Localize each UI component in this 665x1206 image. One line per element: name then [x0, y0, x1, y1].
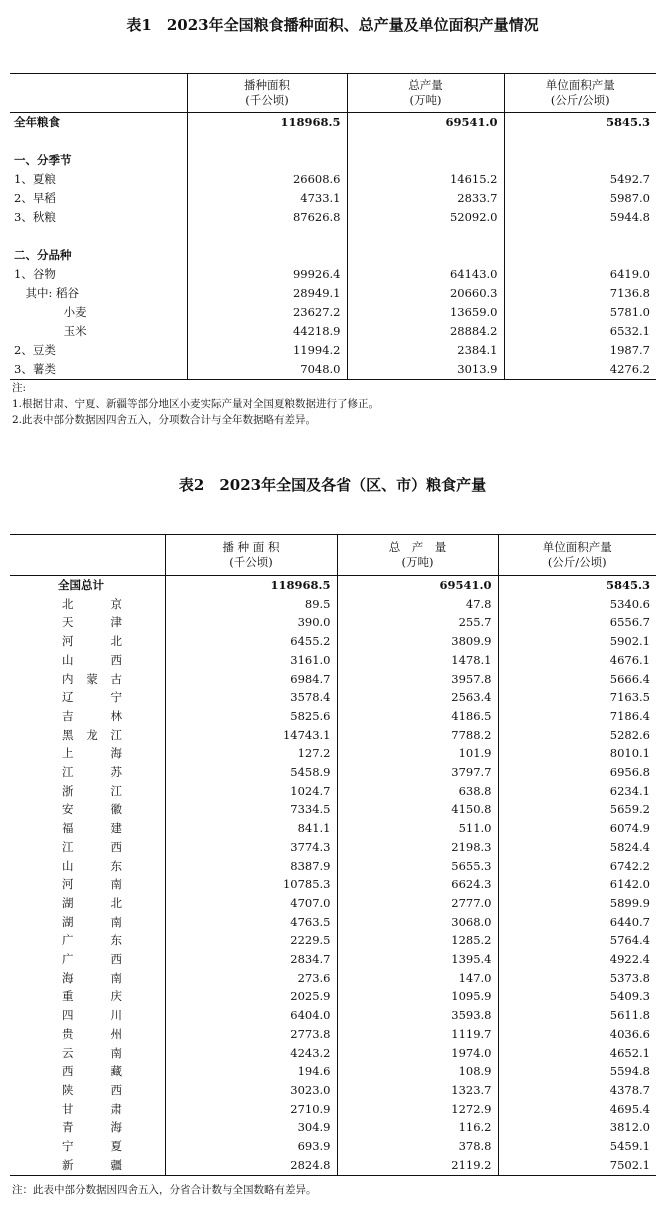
province-name: 西藏 — [62, 1064, 122, 1079]
yield-value: 5845.3 — [498, 576, 656, 595]
area-value: 26608.6 — [187, 170, 347, 189]
yield-value: 6234.1 — [498, 782, 656, 801]
yield-value: 4652.1 — [498, 1044, 656, 1063]
area-value: 2025.9 — [165, 987, 337, 1006]
area-value: 10785.3 — [165, 875, 337, 894]
header-line2: (公斤/公顷) — [547, 555, 607, 569]
area-value — [187, 151, 347, 170]
header-line1: 单位面积产量 — [545, 78, 615, 92]
province-name: 湖北 — [62, 895, 122, 910]
table-row — [10, 170, 656, 189]
row-label: 3、薯类 — [14, 362, 56, 376]
yield-value: 7163.5 — [498, 688, 656, 707]
yield-value: 5373.8 — [498, 969, 656, 988]
area-value: 1024.7 — [165, 782, 337, 801]
output-value: 3068.0 — [337, 913, 498, 932]
output-value: 1095.9 — [337, 987, 498, 1006]
province-cell — [10, 987, 165, 1006]
output-value: 3013.9 — [347, 360, 504, 380]
province-name: 上海 — [62, 746, 122, 761]
province-name: 广东 — [62, 933, 122, 948]
area-value: 2834.7 — [165, 950, 337, 969]
table-row — [10, 613, 656, 632]
table-row — [10, 632, 656, 651]
table-row — [10, 303, 656, 322]
area-value: 2229.5 — [165, 931, 337, 950]
area-value: 7048.0 — [187, 360, 347, 380]
output-value: 13659.0 — [347, 303, 504, 322]
yield-value: 5492.7 — [504, 170, 656, 189]
yield-value: 7502.1 — [498, 1156, 656, 1175]
area-value: 44218.9 — [187, 322, 347, 341]
province-cell — [10, 857, 165, 876]
table1-header-col-1 — [187, 74, 347, 113]
output-value: 147.0 — [337, 969, 498, 988]
area-value: 89.5 — [165, 595, 337, 614]
output-value: 116.2 — [337, 1118, 498, 1137]
table-row — [10, 284, 656, 303]
area-value: 11994.2 — [187, 341, 347, 360]
table-row — [10, 819, 656, 838]
province-cell — [10, 763, 165, 782]
output-value: 255.7 — [337, 613, 498, 632]
area-value: 4733.1 — [187, 189, 347, 208]
output-value: 20660.3 — [347, 284, 504, 303]
area-value: 99926.4 — [187, 265, 347, 284]
province-name: 江西 — [62, 839, 122, 854]
province-cell — [10, 613, 165, 632]
yield-value — [504, 151, 656, 170]
yield-value: 7186.4 — [498, 707, 656, 726]
area-value: 3578.4 — [165, 688, 337, 707]
table-row — [10, 931, 656, 950]
province-name: 内蒙古 — [62, 671, 122, 686]
header-line2: (公斤/公顷) — [550, 93, 610, 107]
area-value: 6984.7 — [165, 670, 337, 689]
area-value: 14743.1 — [165, 726, 337, 745]
province-name: 甘肃 — [62, 1101, 122, 1116]
table-row — [10, 1062, 656, 1081]
yield-value: 6556.7 — [498, 613, 656, 632]
yield-value: 5459.1 — [498, 1137, 656, 1156]
output-value: 52092.0 — [347, 208, 504, 227]
area-value: 194.6 — [165, 1062, 337, 1081]
area-value: 390.0 — [165, 613, 337, 632]
province-cell — [10, 1025, 165, 1044]
table1-note-2: 2.此表中部分数据因四舍五入，分项数合计与全年数据略有差异。 — [12, 414, 317, 426]
province-cell — [10, 969, 165, 988]
yield-value: 5845.3 — [504, 113, 656, 133]
table2-header-col-3 — [498, 535, 656, 576]
table-row — [10, 1156, 656, 1175]
header-line1: 总产量 — [408, 78, 443, 92]
province-name: 浙江 — [62, 783, 122, 798]
output-value: 69541.0 — [337, 576, 498, 595]
province-cell — [10, 670, 165, 689]
area-value: 127.2 — [165, 744, 337, 763]
output-value: 2384.1 — [347, 341, 504, 360]
yield-value: 7136.8 — [504, 284, 656, 303]
table-row — [10, 265, 656, 284]
province-cell — [10, 726, 165, 745]
row-label — [10, 132, 187, 151]
table-row — [10, 1137, 656, 1156]
table-row — [10, 246, 656, 265]
province-name: 河南 — [62, 877, 122, 892]
table-row — [10, 857, 656, 876]
row-label: 全年粮食 — [14, 115, 60, 129]
area-value: 28949.1 — [187, 284, 347, 303]
area-value: 841.1 — [165, 819, 337, 838]
yield-value: 4036.6 — [498, 1025, 656, 1044]
yield-value: 4276.2 — [504, 360, 656, 380]
yield-value: 1987.7 — [504, 341, 656, 360]
area-value: 4707.0 — [165, 894, 337, 913]
row-label — [10, 227, 187, 246]
total-row — [10, 576, 656, 595]
area-value: 2710.9 — [165, 1100, 337, 1119]
output-value: 1323.7 — [337, 1081, 498, 1100]
table1-header-col-0 — [10, 74, 187, 113]
output-value: 2198.3 — [337, 838, 498, 857]
yield-value — [504, 227, 656, 246]
yield-value: 5764.4 — [498, 931, 656, 950]
yield-value — [504, 246, 656, 265]
province-cell — [10, 1062, 165, 1081]
yield-value: 6142.0 — [498, 875, 656, 894]
output-value: 3593.8 — [337, 1006, 498, 1025]
table2-header-col-2 — [337, 535, 498, 576]
area-value: 5825.6 — [165, 707, 337, 726]
table1-notes — [12, 380, 379, 428]
table-row — [10, 744, 656, 763]
table-row — [10, 151, 656, 170]
output-value: 1119.7 — [337, 1025, 498, 1044]
yield-value: 5824.4 — [498, 838, 656, 857]
province-cell — [10, 707, 165, 726]
yield-value: 4378.7 — [498, 1081, 656, 1100]
row-label: 3、秋粮 — [14, 210, 56, 224]
header-line2: (千公顷) — [245, 93, 289, 107]
area-value: 3774.3 — [165, 838, 337, 857]
output-value: 3797.7 — [337, 763, 498, 782]
output-value — [347, 227, 504, 246]
table-row — [10, 132, 656, 151]
output-value: 4150.8 — [337, 800, 498, 819]
row-label: 二、分品种 — [14, 248, 72, 262]
table-row — [10, 838, 656, 857]
table2-header-col-0 — [10, 535, 165, 576]
yield-value: 5666.4 — [498, 670, 656, 689]
province-name: 宁夏 — [62, 1139, 122, 1154]
yield-value: 5659.2 — [498, 800, 656, 819]
table-row — [10, 726, 656, 745]
province-cell — [10, 950, 165, 969]
total-label: 全国总计 — [58, 578, 104, 592]
province-name: 山西 — [62, 652, 122, 667]
header-line2: (千公顷) — [229, 555, 273, 569]
province-name: 福建 — [62, 821, 122, 836]
table1-title: 表1 2023年全国粮食播种面积、总产量及单位面积产量情况 — [126, 16, 539, 34]
output-value: 4186.5 — [337, 707, 498, 726]
row-label: 玉米 — [14, 324, 87, 338]
header-line2: (万吨) — [409, 93, 442, 107]
output-value: 108.9 — [337, 1062, 498, 1081]
yield-value: 5282.6 — [498, 726, 656, 745]
row-label: 1、夏粮 — [14, 172, 56, 186]
area-value: 4243.2 — [165, 1044, 337, 1063]
table-row — [10, 763, 656, 782]
province-name: 云南 — [62, 1045, 122, 1060]
yield-value: 5611.8 — [498, 1006, 656, 1025]
yield-value: 5594.8 — [498, 1062, 656, 1081]
province-name: 青海 — [62, 1120, 122, 1135]
output-value: 1395.4 — [337, 950, 498, 969]
header-line1: 播种面积 — [244, 78, 290, 92]
row-label: 1、谷物 — [14, 267, 56, 281]
table2 — [10, 534, 656, 1176]
output-value: 7788.2 — [337, 726, 498, 745]
province-cell — [10, 931, 165, 950]
row-label: 一、分季节 — [14, 153, 72, 167]
province-name: 湖南 — [62, 914, 122, 929]
area-value: 87626.8 — [187, 208, 347, 227]
output-value — [347, 132, 504, 151]
province-cell — [10, 1006, 165, 1025]
table-row — [10, 875, 656, 894]
province-name: 河北 — [62, 634, 122, 649]
table-row — [10, 1081, 656, 1100]
row-label: 小麦 — [14, 305, 87, 319]
area-value: 693.9 — [165, 1137, 337, 1156]
table-row — [10, 1006, 656, 1025]
output-value — [347, 246, 504, 265]
output-value: 47.8 — [337, 595, 498, 614]
row-label: 其中: 稻谷 — [14, 286, 80, 300]
output-value: 101.9 — [337, 744, 498, 763]
province-cell — [10, 1081, 165, 1100]
province-name: 安徽 — [62, 802, 122, 817]
yield-value: 5781.0 — [504, 303, 656, 322]
output-value: 1285.2 — [337, 931, 498, 950]
table-row — [10, 208, 656, 227]
province-name: 贵州 — [62, 1026, 122, 1041]
area-value: 273.6 — [165, 969, 337, 988]
output-value: 1272.9 — [337, 1100, 498, 1119]
output-value: 1974.0 — [337, 1044, 498, 1063]
province-cell — [10, 688, 165, 707]
table-row — [10, 113, 656, 133]
row-label: 2、豆类 — [14, 343, 56, 357]
area-value: 118968.5 — [187, 113, 347, 133]
yield-value: 6419.0 — [504, 265, 656, 284]
province-name: 山东 — [62, 858, 122, 873]
yield-value: 5409.3 — [498, 987, 656, 1006]
yield-value: 5340.6 — [498, 595, 656, 614]
output-value: 64143.0 — [347, 265, 504, 284]
area-value: 6455.2 — [165, 632, 337, 651]
province-cell — [10, 1100, 165, 1119]
yield-value: 5902.1 — [498, 632, 656, 651]
area-value: 5458.9 — [165, 763, 337, 782]
province-cell — [10, 595, 165, 614]
output-value: 2833.7 — [347, 189, 504, 208]
province-name: 天津 — [62, 615, 122, 630]
table2-note: 注：此表中部分数据因四舍五入，分省合计数与全国数略有差异。 — [12, 1184, 317, 1196]
table-row — [10, 651, 656, 670]
province-cell — [10, 875, 165, 894]
output-value: 69541.0 — [347, 113, 504, 133]
table1-note-1: 1.根据甘肃、宁夏、新疆等部分地区小麦实际产量对全国夏粮数据进行了修正。 — [12, 398, 380, 410]
table-row — [10, 322, 656, 341]
province-name: 海南 — [62, 970, 122, 985]
area-value: 2773.8 — [165, 1025, 337, 1044]
output-value: 638.8 — [337, 782, 498, 801]
area-value — [187, 227, 347, 246]
yield-value — [504, 132, 656, 151]
province-cell — [10, 1156, 165, 1175]
table-row — [10, 341, 656, 360]
yield-value: 4922.4 — [498, 950, 656, 969]
table-row — [10, 1025, 656, 1044]
output-value: 5655.3 — [337, 857, 498, 876]
area-value: 6404.0 — [165, 1006, 337, 1025]
area-value: 3161.0 — [165, 651, 337, 670]
table1-note-heading: 注: — [12, 382, 27, 394]
yield-value: 4695.4 — [498, 1100, 656, 1119]
table-row — [10, 688, 656, 707]
table-row — [10, 969, 656, 988]
province-cell — [10, 894, 165, 913]
output-value: 378.8 — [337, 1137, 498, 1156]
header-line1: 播 种 面 积 — [222, 540, 280, 554]
province-name: 重庆 — [62, 989, 122, 1004]
table-row — [10, 595, 656, 614]
province-name: 陕西 — [62, 1082, 122, 1097]
province-cell — [10, 838, 165, 857]
table-row — [10, 782, 656, 801]
province-cell — [10, 651, 165, 670]
output-value: 3809.9 — [337, 632, 498, 651]
header-line1: 总 产 量 — [388, 540, 447, 554]
province-name: 新疆 — [62, 1157, 122, 1172]
yield-value: 8010.1 — [498, 744, 656, 763]
province-name: 辽宁 — [62, 690, 122, 705]
province-cell — [10, 1137, 165, 1156]
province-name: 北京 — [62, 596, 122, 611]
output-value: 1478.1 — [337, 651, 498, 670]
yield-value: 5899.9 — [498, 894, 656, 913]
table-row — [10, 707, 656, 726]
area-value: 2824.8 — [165, 1156, 337, 1175]
province-name: 江苏 — [62, 765, 122, 780]
yield-value: 3812.0 — [498, 1118, 656, 1137]
table1-header-col-2 — [347, 74, 504, 113]
area-value: 304.9 — [165, 1118, 337, 1137]
area-value: 7334.5 — [165, 800, 337, 819]
province-cell — [10, 913, 165, 932]
yield-value: 4676.1 — [498, 651, 656, 670]
header-line1: 单位面积产量 — [542, 540, 612, 554]
table1-header-col-3 — [504, 74, 656, 113]
table-row — [10, 800, 656, 819]
table-row — [10, 1044, 656, 1063]
table-row — [10, 1118, 656, 1137]
province-cell — [10, 800, 165, 819]
output-value: 2563.4 — [337, 688, 498, 707]
table1 — [10, 73, 656, 380]
output-value: 6624.3 — [337, 875, 498, 894]
area-value — [187, 132, 347, 151]
province-name: 广西 — [62, 952, 122, 967]
area-value: 3023.0 — [165, 1081, 337, 1100]
yield-value: 6956.8 — [498, 763, 656, 782]
area-value: 4763.5 — [165, 913, 337, 932]
table-row — [10, 1100, 656, 1119]
yield-value: 6742.2 — [498, 857, 656, 876]
area-value: 8387.9 — [165, 857, 337, 876]
row-label: 2、早稻 — [14, 191, 56, 205]
province-cell — [10, 632, 165, 651]
table-row — [10, 950, 656, 969]
output-value — [347, 151, 504, 170]
area-value: 118968.5 — [165, 576, 337, 595]
yield-value: 5944.8 — [504, 208, 656, 227]
province-cell — [10, 744, 165, 763]
header-line2: (万吨) — [401, 555, 434, 569]
province-name: 吉林 — [62, 708, 122, 723]
table-row — [10, 913, 656, 932]
output-value: 2777.0 — [337, 894, 498, 913]
table-row — [10, 360, 656, 380]
province-name: 黑龙江 — [62, 727, 122, 742]
output-value: 14615.2 — [347, 170, 504, 189]
table-row — [10, 894, 656, 913]
output-value: 3957.8 — [337, 670, 498, 689]
output-value: 2119.2 — [337, 1156, 498, 1175]
table2-title: 表2 2023年全国及各省（区、市）粮食产量 — [178, 476, 487, 494]
province-cell — [10, 782, 165, 801]
province-name: 四川 — [62, 1008, 122, 1023]
table-row — [10, 670, 656, 689]
yield-value: 6074.9 — [498, 819, 656, 838]
table-row — [10, 987, 656, 1006]
table2-header-col-1 — [165, 535, 337, 576]
table-row — [10, 189, 656, 208]
area-value — [187, 246, 347, 265]
yield-value: 5987.0 — [504, 189, 656, 208]
output-value: 511.0 — [337, 819, 498, 838]
table-row — [10, 227, 656, 246]
yield-value: 6532.1 — [504, 322, 656, 341]
province-cell — [10, 1118, 165, 1137]
province-cell — [10, 1044, 165, 1063]
yield-value: 6440.7 — [498, 913, 656, 932]
output-value: 28884.2 — [347, 322, 504, 341]
area-value: 23627.2 — [187, 303, 347, 322]
province-cell — [10, 819, 165, 838]
